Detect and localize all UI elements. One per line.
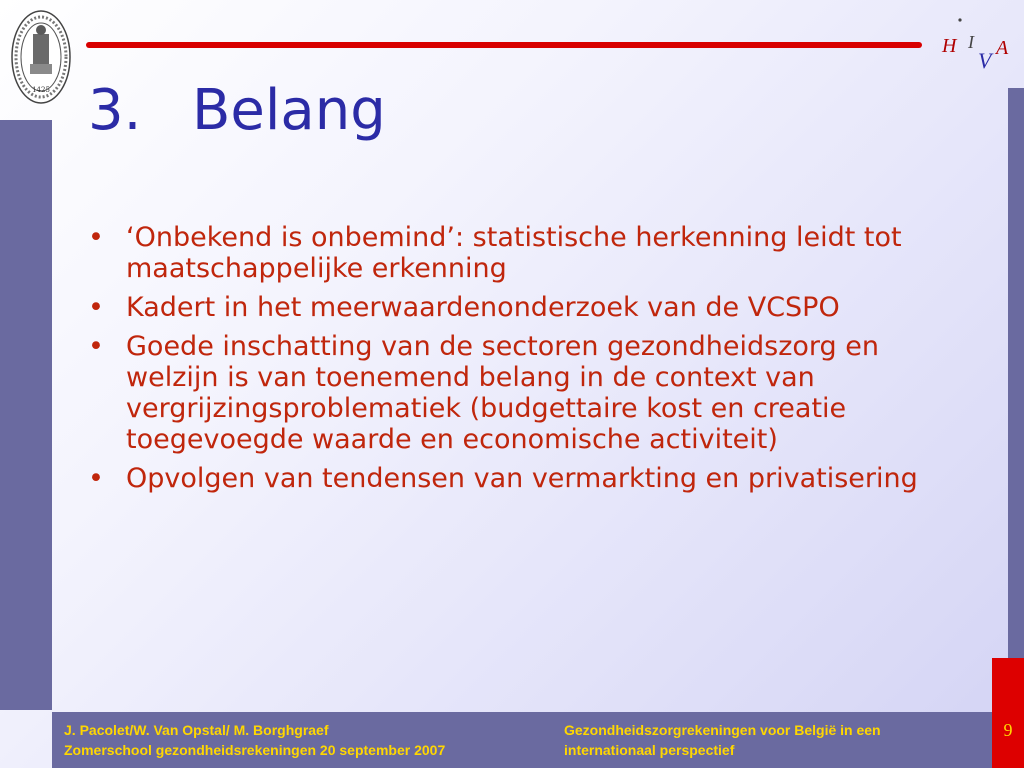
- bullet-text: ‘Onbekend is onbemind’: statistische herkenning leidt tot maatschappelijke erkenning: [126, 222, 902, 284]
- bullet-item: [88, 222, 948, 284]
- hiva-logo-icon: [938, 14, 1018, 74]
- bullet-item: [88, 292, 948, 323]
- footer-authors-line: J. Pacolet/W. Van Opstal/ M. Borghgraef: [64, 722, 329, 738]
- hiva-letter-v: V: [978, 48, 992, 73]
- hiva-letter-a: A: [996, 37, 1009, 59]
- footer-event-line: Zomerschool gezondheidsrekeningen 20 september 2007: [64, 742, 446, 758]
- bullet-dot: •: [88, 463, 104, 494]
- bullet-list: [88, 222, 948, 502]
- bullet-dot: •: [88, 222, 104, 253]
- left-decor-bar: [0, 120, 52, 710]
- bullet-dot: •: [88, 292, 104, 323]
- footer-title-line2: internationaal perspectief: [564, 742, 735, 758]
- slide-title-number: 3.: [88, 78, 142, 143]
- bullet-text: Kadert in het meerwaardenonderzoek van de VCSPO: [126, 292, 840, 323]
- right-decor-bar: [1008, 88, 1024, 658]
- university-seal-icon: [10, 8, 72, 106]
- bullet-item: [88, 463, 948, 494]
- footer-title-line1: Gezondheidszorgrekeningen voor België in een: [564, 722, 881, 738]
- page-number-box: [992, 658, 1024, 768]
- hiva-letter-i: I: [968, 32, 974, 52]
- bullet-dot: •: [88, 331, 104, 362]
- page-number: 9: [1003, 720, 1013, 740]
- seal-year: 1425: [32, 86, 50, 94]
- title-accent-line: [86, 42, 922, 48]
- hiva-letter-h: H: [942, 35, 957, 57]
- slide-title-text: Belang: [192, 78, 386, 143]
- bullet-text: Goede inschatting van de sectoren gezondheidszorg en welzijn is van toenemend belang in de context van vergrijzingsproblematiek (budgettaire kost en creatie toegevoegde waarde en economische activiteit): [126, 331, 879, 455]
- footer-presentation-title: [564, 720, 964, 760]
- slide-title: [88, 78, 386, 143]
- bullet-text: Opvolgen van tendensen van vermarkting en privatisering: [126, 463, 918, 494]
- slide-footer: [52, 712, 992, 768]
- footer-authors: [64, 720, 534, 760]
- bullet-item: [88, 331, 948, 455]
